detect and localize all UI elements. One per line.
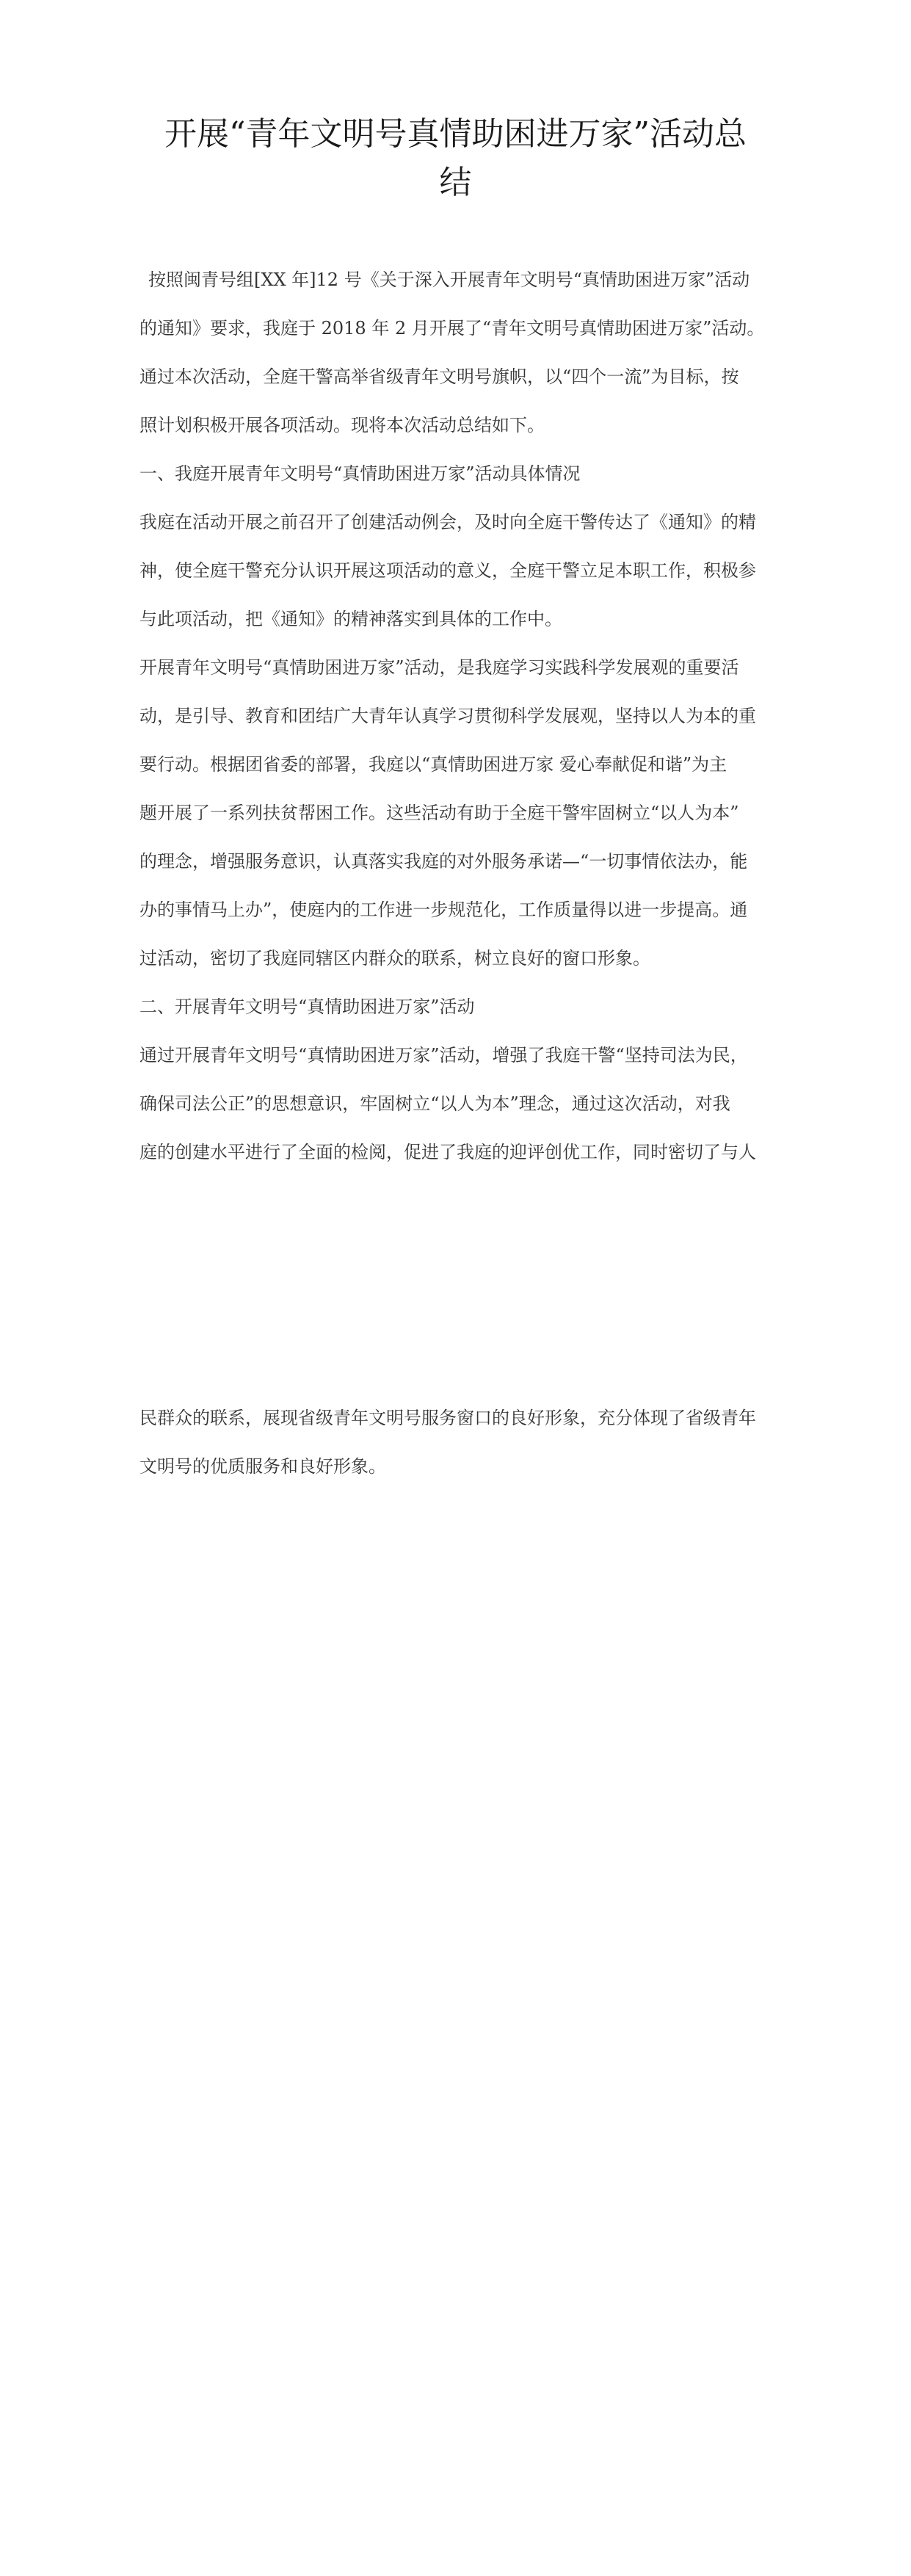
text-line: 过活动，密切了我庭同辖区内群众的联系，树立良好的窗口形象。: [139, 948, 650, 969]
text-line: 要行动。根据团省委的部署，我庭以“真情助困进万家 爱心奉献促和谐”为主: [139, 754, 727, 775]
body-text-block-2: [139, 1394, 785, 1491]
text-line: 庭的创建水平进行了全面的检阅，促进了我庭的迎评创优工作，同时密切了与人: [139, 1142, 756, 1162]
text-line: 通过开展青年文明号“真情助困进万家”活动，增强了我庭干警“坚持司法为民，: [139, 1045, 748, 1066]
text-line: 我庭在活动开展之前召开了创建活动例会，及时向全庭干警传达了《通知》的精: [139, 512, 756, 532]
body-text-block-1: [139, 256, 785, 1176]
text-line: 照计划积极开展各项活动。现将本次活动总结如下。: [139, 415, 545, 435]
section-heading-2: 二、开展青年文明号“真情助困进万家”活动: [139, 996, 475, 1017]
text-line: 神，使全庭干警充分认识开展这项活动的意义，全庭干警立足本职工作，积极参: [139, 560, 756, 581]
text-line: 的理念，增强服务意识，认真落实我庭的对外服务承诺—“一切事情依法办，能: [139, 851, 748, 872]
text-line: 的通知》要求，我庭于 2018 年 2 月开展了“青年文明号真情助困进万家”活动。: [139, 318, 765, 339]
text-line: 动，是引导、教育和团结广大青年认真学习贯彻科学发展观，坚持以人为本的重: [139, 706, 756, 726]
title-line-2: 结: [439, 164, 472, 201]
text-line: 文明号的优质服务和良好形象。: [139, 1456, 386, 1477]
text-line: 与此项活动，把《通知》的精神落实到具体的工作中。: [139, 609, 562, 629]
text-line: 开展青年文明号“真情助困进万家”活动，是我庭学习实践科学发展观的重要活: [139, 657, 739, 678]
text-line: 题开展了一系列扶贫帮困工作。这些活动有助于全庭干警牢固树立“以人为本”: [139, 803, 739, 823]
document-title: [117, 110, 794, 207]
text-line: 确保司法公正”的思想意识，牢固树立“以人为本”理念，通过这次活动，对我: [139, 1093, 730, 1114]
title-line-1: 开展“青年文明号真情助困进万家”活动总: [164, 115, 747, 153]
text-line: 办的事情马上办”，使庭内的工作进一步规范化，工作质量得以进一步提高。通: [139, 900, 748, 920]
text-line: 通过本次活动，全庭干警高举省级青年文明号旗帜，以“四个一流”为目标，按: [139, 366, 739, 387]
text-line: 按照闽青号组[XX 年]12 号《关于深入开展青年文明号“真情助困进万家”活动: [148, 269, 750, 290]
section-heading-1: 一、我庭开展青年文明号“真情助困进万家”活动具体情况: [139, 463, 581, 484]
text-line: 民群众的联系，展现省级青年文明号服务窗口的良好形象，充分体现了省级青年: [139, 1408, 756, 1428]
